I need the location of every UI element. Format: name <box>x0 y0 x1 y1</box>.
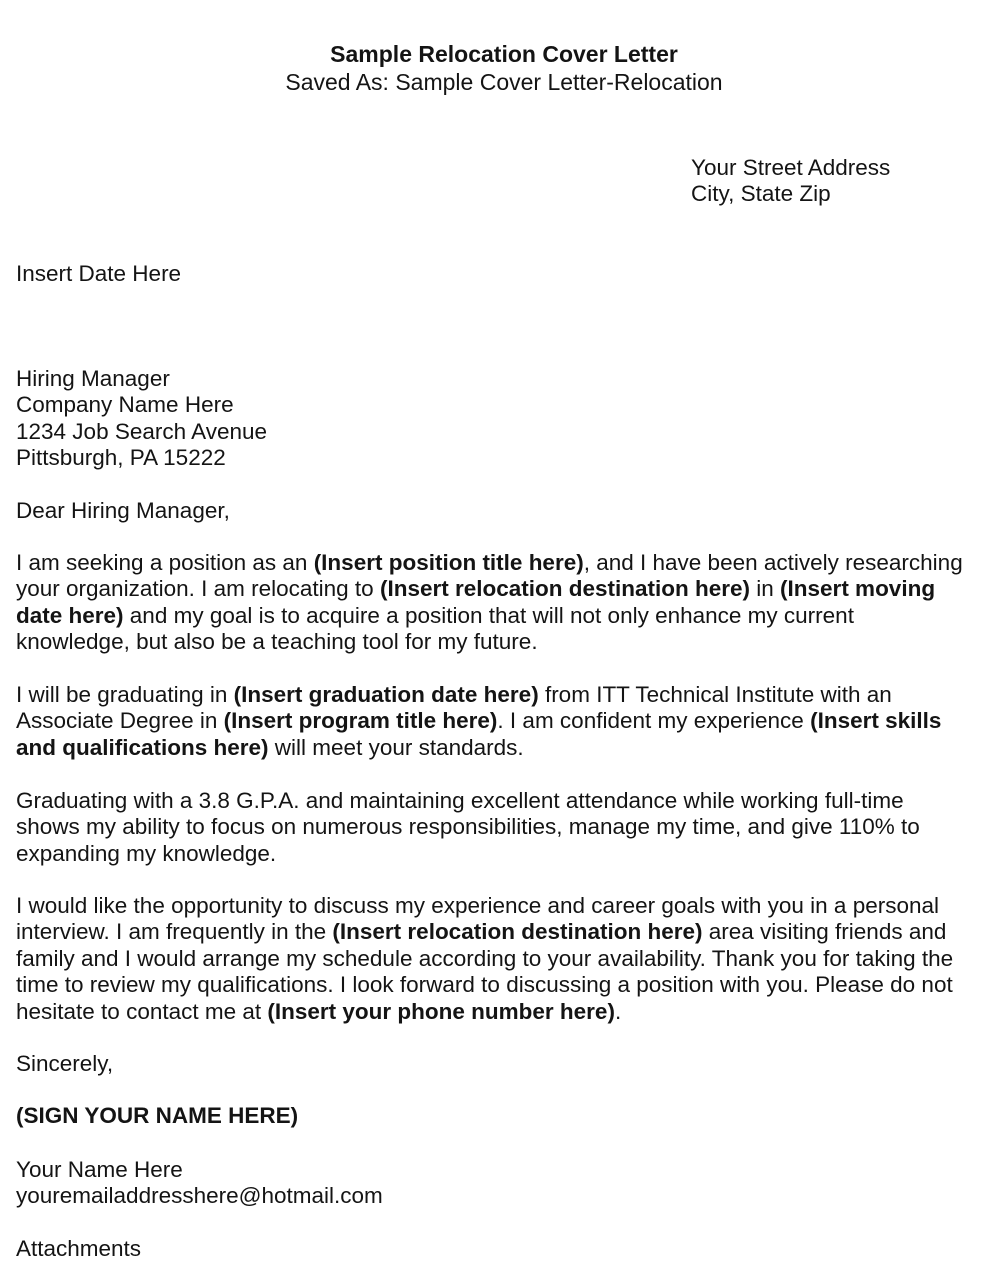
sender-city-state-zip: City, State Zip <box>691 181 831 207</box>
signer-name: Your Name Here <box>16 1157 183 1182</box>
sender-address <box>691 155 890 208</box>
paragraph-line <box>16 550 988 576</box>
paragraph-line: shows my ability to focus on numerous responsibilities, manage my time, and give 110% to <box>16 814 920 840</box>
text-run: your organization. I am relocating to <box>16 576 380 602</box>
text-run: and my goal is to acquire a position that will not only enhance my current <box>123 602 854 628</box>
recipient-company: Company Name Here <box>16 392 234 418</box>
paragraph-position <box>16 550 988 656</box>
text-run: . I am confident my experience <box>497 708 811 734</box>
attachments-note: Attachments <box>16 1236 142 1261</box>
salutation: Dear Hiring Manager, <box>16 498 230 523</box>
paragraph-line <box>16 735 988 761</box>
paragraph-line: I would like the opportunity to discuss my experience and career goals with you in a personal <box>16 893 940 918</box>
text-run: hesitate to contact me at <box>16 998 268 1024</box>
letter-header <box>0 40 988 96</box>
paragraph-line: family and I would arrange my schedule according to your availability. Thank you for taking the <box>16 945 954 971</box>
paragraph-line <box>16 708 988 734</box>
letter-date: Insert Date Here <box>16 261 182 286</box>
placeholder-moving-date: (Insert moving <box>780 576 936 602</box>
paragraph-line: expanding my knowledge. <box>16 840 277 866</box>
placeholder-relocation-destination: (Insert relocation destination here) <box>379 576 751 602</box>
placeholder-skills-cont: and qualifications here) <box>16 734 269 760</box>
paragraph-line <box>16 576 988 602</box>
paragraph-graduation <box>16 682 988 761</box>
signer-block <box>16 1157 986 1210</box>
placeholder-graduation-date: (Insert graduation date here) <box>233 682 539 707</box>
text-run: area visiting friends and <box>702 919 947 945</box>
paragraph-gpa <box>16 788 988 867</box>
text-run: Associate Degree in <box>16 708 224 734</box>
paragraph-line: knowledge, but also be a teaching tool for my future. <box>16 629 538 655</box>
paragraph-line: Graduating with a 3.8 G.P.A. and maintaining excellent attendance while working full-time <box>16 788 904 813</box>
paragraph-line <box>16 999 988 1025</box>
paragraph-line: time to review my qualifications. I look forward to discussing a position with you. Please do not <box>16 972 953 998</box>
text-run: . <box>614 998 622 1024</box>
recipient-name: Hiring Manager <box>16 366 170 391</box>
signature-placeholder: (SIGN YOUR NAME HERE) <box>16 1103 299 1128</box>
text-run: I am seeking a position as an <box>16 550 314 575</box>
recipient-street: 1234 Job Search Avenue <box>16 418 268 444</box>
paragraph-interview <box>16 893 988 1025</box>
text-run: interview. I am frequently in the <box>16 919 333 945</box>
paragraph-line <box>16 682 988 708</box>
sender-street: Your Street Address <box>691 155 891 180</box>
placeholder-moving-date-cont: date here) <box>16 602 124 628</box>
placeholder-skills: (Insert skills <box>810 708 942 734</box>
signer-email: youremailaddresshere@hotmail.com <box>16 1183 383 1209</box>
text-run: I will be graduating in <box>16 682 234 707</box>
document-subtitle: Saved As: Sample Cover Letter-Relocation <box>285 69 723 95</box>
placeholder-position-title: (Insert position title here) <box>313 550 584 575</box>
paragraph-line <box>16 919 988 945</box>
recipient-address <box>16 366 986 472</box>
placeholder-phone-number: (Insert your phone number here) <box>267 998 615 1024</box>
text-run: in <box>750 576 781 602</box>
text-run: will meet your standards. <box>268 734 524 760</box>
paragraph-line <box>16 603 988 629</box>
text-run: from ITT Technical Institute with an <box>538 682 892 707</box>
recipient-city-state-zip: Pittsburgh, PA 15222 <box>16 445 226 471</box>
closing: Sincerely, <box>16 1051 114 1076</box>
text-run: , and I have been actively researching <box>583 550 963 575</box>
placeholder-program-title: (Insert program title here) <box>223 708 498 734</box>
placeholder-relocation-destination: (Insert relocation destination here) <box>332 919 703 945</box>
document-title: Sample Relocation Cover Letter <box>330 41 678 67</box>
